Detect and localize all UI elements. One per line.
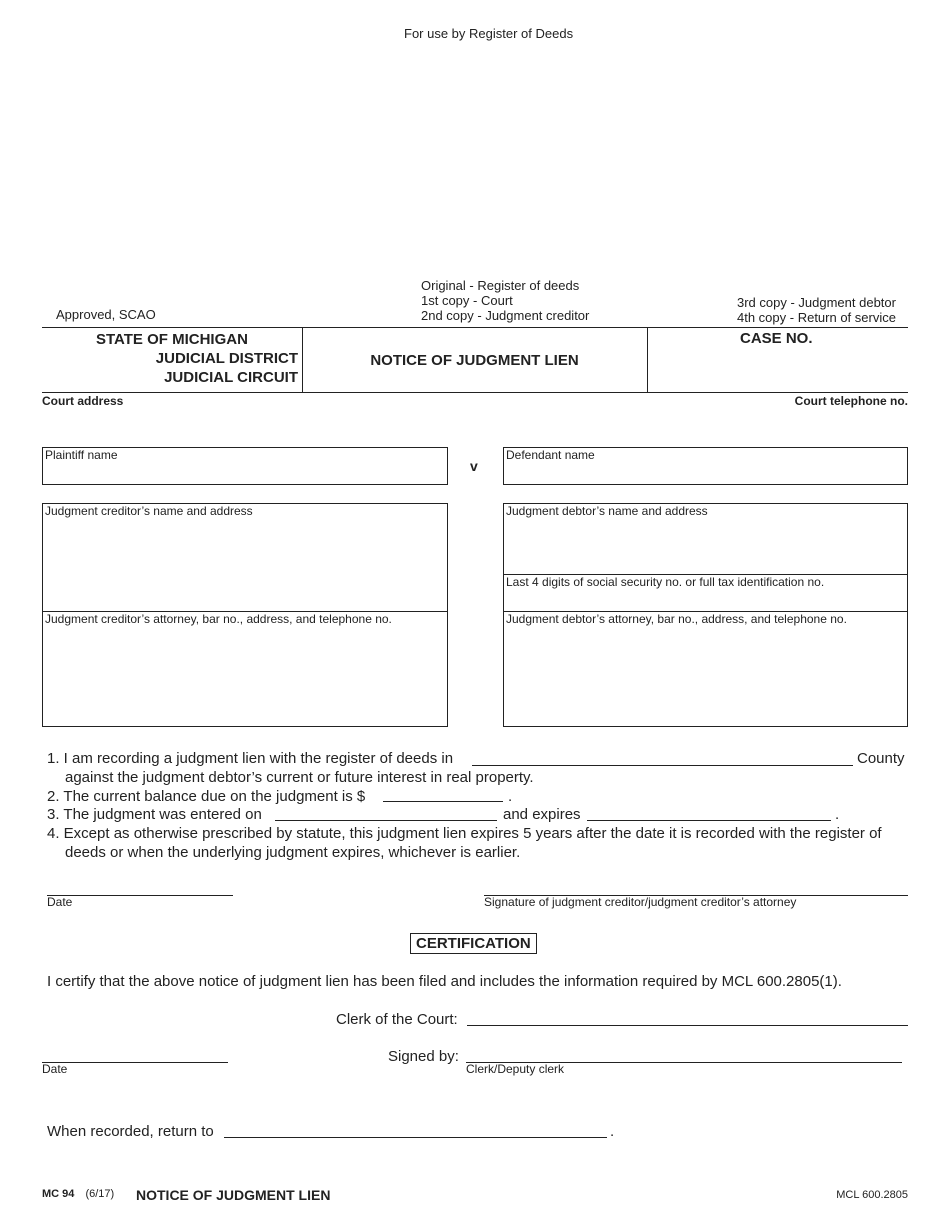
item-4-continued: deeds or when the underlying judgment expires, whichever is earlier. [65, 844, 521, 861]
debtor-name-address-field[interactable] [503, 503, 908, 575]
distribution-second-copy: 2nd copy - Judgment creditor [421, 308, 590, 323]
creditor-name-address-label: Judgment creditor’s name and address [45, 504, 253, 518]
debtor-attorney-field[interactable] [503, 611, 908, 727]
item-1-county: County [857, 750, 905, 767]
footer-form-id [42, 1188, 114, 1200]
date-input[interactable] [47, 895, 233, 896]
creditor-attorney-field[interactable] [42, 611, 448, 727]
form-title: NOTICE OF JUDGMENT LIEN [370, 352, 579, 369]
court-jurisdiction [42, 330, 298, 387]
distribution-fourth-copy: 4th copy - Return of service [737, 310, 896, 325]
defendant-name-label: Defendant name [506, 448, 595, 462]
entered-date-input[interactable] [275, 820, 497, 821]
item-3-text: 3. The judgment was entered on [47, 806, 262, 823]
debtor-name-address-label: Judgment debtor’s name and address [506, 504, 708, 518]
versus-label: v [470, 458, 478, 474]
signed-by-label: Signed by: [388, 1048, 459, 1065]
item-1-continued: against the judgment debtor’s current or future interest in real property. [65, 769, 534, 786]
header-top-rule [42, 327, 908, 328]
distribution-first-copy: 1st copy - Court [421, 293, 513, 308]
item-2-period: . [508, 788, 513, 805]
item-3-period: . [835, 806, 840, 823]
cert-date-input[interactable] [42, 1062, 228, 1063]
footer-statute: MCL 600.2805 [836, 1189, 908, 1201]
item-3-expires: and expires [503, 806, 581, 823]
plaintiff-name-field[interactable] [42, 447, 448, 485]
creditor-name-address-field[interactable] [42, 503, 448, 612]
header-bottom-rule [42, 392, 908, 393]
certification-text: I certify that the above notice of judgment lien has been filed and includes the information required by MCL 600.2805(1). [47, 973, 842, 990]
item-4-text: 4. Except as otherwise prescribed by statute, this judgment lien expires 5 years after the date it is recorded with the register of [47, 825, 882, 842]
clerk-input[interactable] [467, 1025, 908, 1026]
clerk-label: Clerk of the Court: [336, 1011, 458, 1028]
certification-heading: CERTIFICATION [410, 933, 537, 954]
court-address-label: Court address [42, 394, 124, 408]
case-no-field[interactable] [650, 348, 905, 390]
register-note: For use by Register of Deeds [404, 26, 574, 41]
item-2-text: 2. The current balance due on the judgment is $ [47, 788, 366, 805]
district-label: JUDICIAL DISTRICT [155, 350, 298, 367]
form-revision: (6/17) [85, 1188, 115, 1200]
distribution-third-copy: 3rd copy - Judgment debtor [737, 295, 896, 310]
county-input[interactable] [472, 765, 853, 766]
item-1-text: 1. I am recording a judgment lien with the register of deeds in [47, 750, 454, 767]
header-divider-right [647, 327, 648, 392]
court-telephone-label: Court telephone no. [794, 394, 908, 408]
return-period: . [610, 1123, 615, 1140]
debtor-attorney-label: Judgment debtor’s attorney, bar no., address, and telephone no. [506, 612, 847, 626]
expiration-date-input[interactable] [587, 820, 831, 821]
approved-label: Approved, SCAO [56, 307, 156, 322]
return-label: When recorded, return to [47, 1123, 214, 1140]
state-label: STATE OF MICHIGAN [96, 331, 248, 348]
distribution-right [737, 295, 896, 325]
defendant-name-field[interactable] [503, 447, 908, 485]
creditor-attorney-label: Judgment creditor’s attorney, bar no., address, and telephone no. [45, 612, 392, 626]
signature-label: Signature of judgment creditor/judgment creditor’s attorney [484, 895, 797, 909]
circuit-label: JUDICIAL CIRCUIT [164, 369, 298, 386]
deputy-clerk-label: Clerk/Deputy clerk [466, 1062, 565, 1076]
plaintiff-name-label: Plaintiff name [45, 448, 118, 462]
footer-title: NOTICE OF JUDGMENT LIEN [136, 1187, 331, 1203]
distribution-original: Original - Register of deeds [421, 278, 580, 293]
form-number: MC 94 [42, 1188, 75, 1200]
balance-input[interactable] [383, 801, 503, 802]
return-input[interactable] [224, 1137, 607, 1138]
cert-date-label: Date [42, 1062, 68, 1076]
case-no-label: CASE NO. [740, 330, 813, 347]
debtor-ssn-field[interactable] [503, 574, 908, 612]
date-label: Date [47, 895, 73, 909]
debtor-ssn-label: Last 4 digits of social security no. or full tax identification no. [506, 575, 825, 589]
distribution-left [421, 278, 589, 323]
